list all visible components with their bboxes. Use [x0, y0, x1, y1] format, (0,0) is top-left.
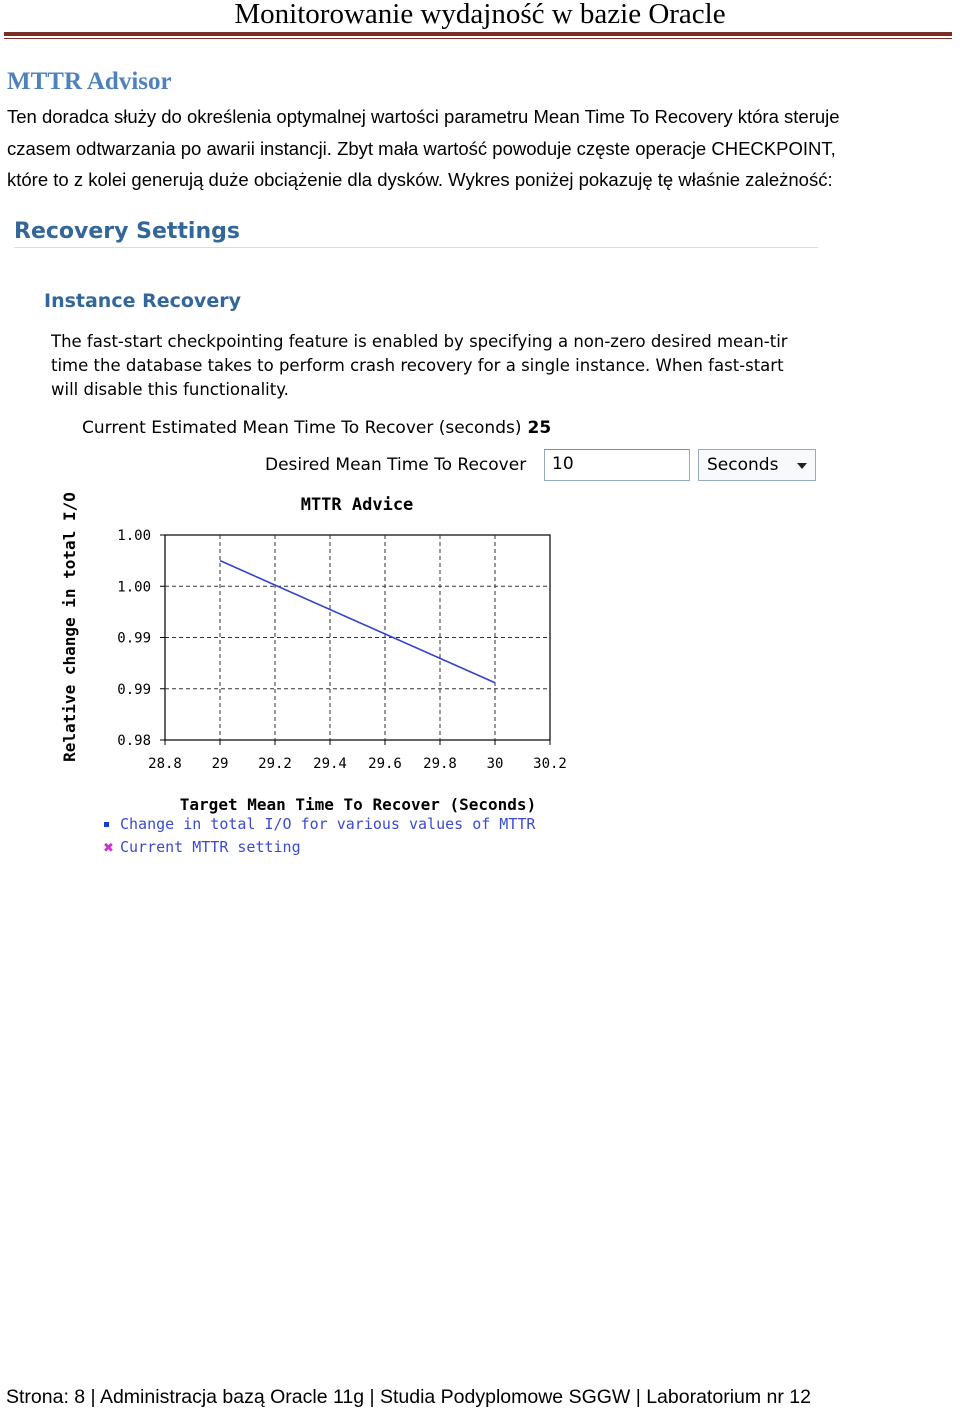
current-mttr-row: [82, 418, 551, 438]
instance-recovery-title: Instance Recovery: [44, 290, 241, 312]
chart-title: MTTR Advice: [300, 495, 414, 515]
y-tick-label: 0.99: [117, 630, 151, 647]
description-line: time the database takes to perform crash recovery for a single instance. When fast-start: [51, 356, 784, 375]
x-tick-label: 29: [211, 756, 229, 772]
y-axis-label: Relative change in total I/O: [60, 492, 79, 762]
intro-line: które to z kolei generują duże obciążenie dla dysków. Wykres poniżej pokazuję tę właśnie zależność:: [7, 169, 833, 190]
page-footer: Strona: 8 | Administracja bazą Oracle 11g | Studia Podyplomowe SGGW | Laboratorium nr 12: [6, 1386, 811, 1408]
legend-marker-x-icon: ✖: [103, 841, 114, 856]
x-tick-label: 29.4: [313, 756, 347, 772]
description-line: will disable this functionality.: [51, 380, 289, 399]
section-heading: MTTR Advisor: [7, 68, 172, 95]
page-header-title: Monitorowanie wydajność w bazie Oracle: [234, 0, 726, 30]
x-tick-label: 30.2: [533, 756, 567, 772]
x-tick-label: 29.6: [368, 756, 402, 772]
intro-paragraph: [7, 101, 947, 196]
embedded-screenshot: [0, 210, 830, 870]
desired-mttr-label: Desired Mean Time To Recover: [265, 455, 527, 475]
mttr-advice-chart: [0, 490, 620, 870]
current-mttr-label: Current Estimated Mean Time To Recover (seconds): [82, 418, 522, 438]
description-line: The fast-start checkpointing feature is enabled by specifying a non-zero desired mean-tir: [51, 332, 788, 351]
header-rule: [4, 32, 952, 36]
legend-marker-square: [104, 822, 109, 827]
x-tick-label: 28.8: [148, 756, 182, 772]
y-tick-label: 0.98: [117, 733, 151, 749]
desired-mttr-input[interactable]: 10: [544, 449, 690, 481]
instance-recovery-description: [51, 330, 818, 402]
time-unit-selected: Seconds: [707, 455, 779, 475]
time-unit-select[interactable]: [698, 449, 816, 481]
legend-label: Change in total I/O for various values of MTTR: [120, 815, 536, 833]
x-axis-label: Target Mean Time To Recover (Seconds): [179, 795, 537, 814]
x-tick-label: 30: [486, 756, 504, 772]
recovery-settings-divider: [14, 247, 818, 248]
x-tick-label: 29.8: [423, 756, 457, 772]
y-tick-label: 1.00: [117, 579, 151, 596]
intro-line: Ten doradca służy do określenia optymalnej wartości parametru Mean Time To Recovery która steruje: [7, 106, 840, 127]
legend-label: Current MTTR setting: [120, 838, 301, 856]
x-tick-label: 29.2: [258, 756, 292, 772]
intro-line: czasem odtwarzania po awarii instancji. Zbyt mała wartość powoduje częste operacje CHECKPOINT,: [7, 137, 836, 159]
current-mttr-value: 25: [527, 418, 552, 438]
y-tick-label: 1.00: [117, 528, 151, 544]
header-rule-thin: [4, 38, 952, 39]
recovery-settings-title: Recovery Settings: [14, 219, 240, 244]
y-tick-label: 0.99: [117, 681, 151, 698]
chevron-down-icon: [797, 463, 807, 469]
